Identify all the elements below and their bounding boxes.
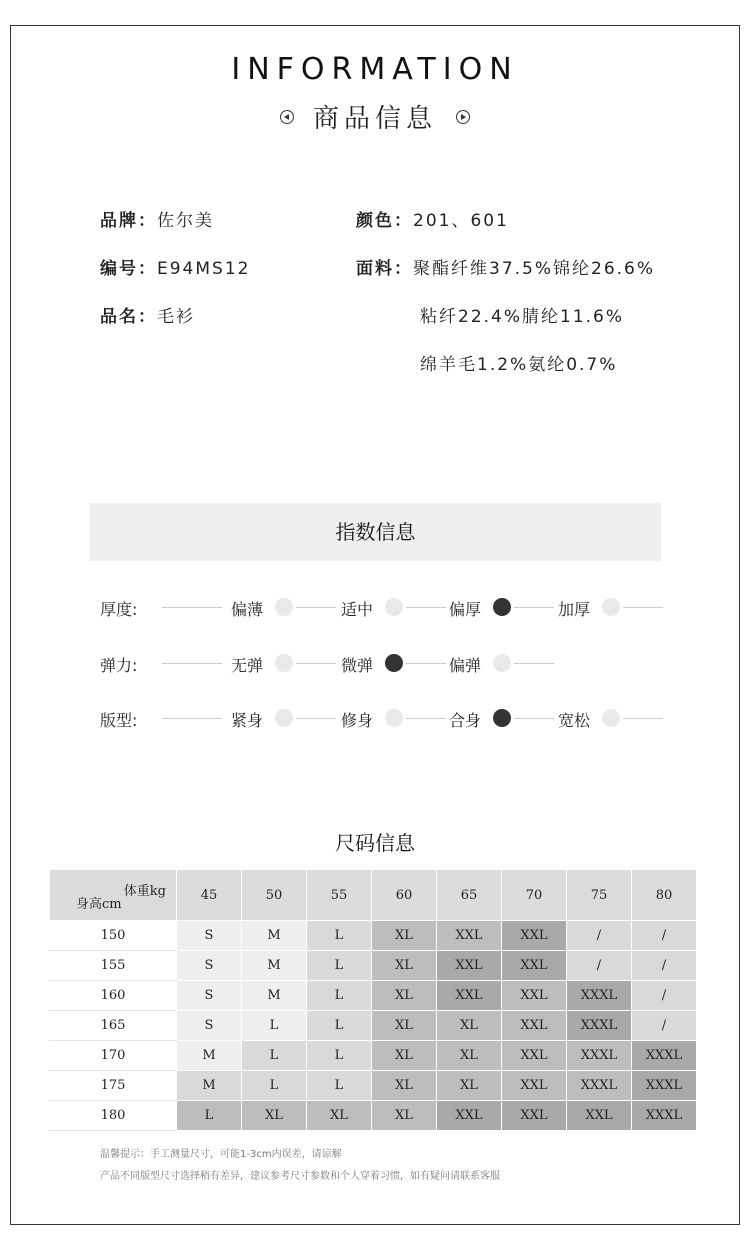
size-title: 尺码信息 xyxy=(335,831,415,855)
scale-line xyxy=(623,607,663,608)
scale-option-label: 适中 xyxy=(341,600,374,619)
size-cell: XL xyxy=(372,1041,437,1071)
scale-row-elasticity xyxy=(0,648,750,678)
scale-option-label: 宽松 xyxy=(558,711,591,730)
scale-line xyxy=(406,607,446,608)
weight-header: 45 xyxy=(177,870,242,921)
info-name-value: 毛衫 xyxy=(157,307,195,327)
size-cell: XL xyxy=(372,1101,437,1131)
size-cell: M xyxy=(242,921,307,951)
scale-line xyxy=(162,663,222,664)
size-cell: XXXL xyxy=(632,1101,697,1131)
size-cell: L xyxy=(307,981,372,1011)
title-chinese-row xyxy=(0,98,750,135)
height-cell: 155 xyxy=(50,951,177,981)
size-header-row xyxy=(50,870,697,921)
weight-header: 65 xyxy=(437,870,502,921)
weight-header: 70 xyxy=(502,870,567,921)
size-cell: XXL xyxy=(502,1011,567,1041)
info-brand-key: 品牌： xyxy=(100,211,157,231)
scale-option-label: 偏厚 xyxy=(449,600,482,619)
size-cell: L xyxy=(242,1011,307,1041)
size-cell: XXL xyxy=(502,1101,567,1131)
size-row xyxy=(50,921,697,951)
scale-line xyxy=(296,607,336,608)
size-cell: / xyxy=(632,921,697,951)
scale-option-label: 紧身 xyxy=(231,711,264,730)
size-note-2: 产品不同版型尺寸选择稍有差异，建议参考尺寸参数和个人穿着习惯，如有疑问请联系客服 xyxy=(100,1171,500,1182)
size-cell: XXXL xyxy=(567,1041,632,1071)
size-cell: / xyxy=(632,981,697,1011)
size-cell: L xyxy=(307,921,372,951)
scale-dot-empty xyxy=(493,654,511,672)
scale-dot-empty xyxy=(602,709,620,727)
scale-row-thickness xyxy=(0,592,750,622)
scale-option-label: 无弹 xyxy=(231,656,264,675)
scale-line xyxy=(296,663,336,664)
info-brand-value: 佐尔美 xyxy=(157,211,214,231)
info-fabric xyxy=(356,254,655,279)
size-note-1: 温馨提示：手工测量尺寸，可能1-3cm内误差，请谅解 xyxy=(100,1149,342,1160)
size-row xyxy=(50,1041,697,1071)
scale-dot-empty xyxy=(385,598,403,616)
scale-line xyxy=(296,718,336,719)
size-cell: L xyxy=(307,1071,372,1101)
height-cell: 160 xyxy=(50,981,177,1011)
info-name-key: 品名： xyxy=(100,307,157,327)
size-cell: XL xyxy=(437,1011,502,1041)
size-cell: L xyxy=(307,1011,372,1041)
scale-row-fit xyxy=(0,703,750,733)
height-cell: 170 xyxy=(50,1041,177,1071)
title-chinese: 商品信息 xyxy=(312,104,437,134)
size-cell: M xyxy=(177,1041,242,1071)
info-code-value: E94MS12 xyxy=(157,259,251,279)
size-cell: XL xyxy=(437,1041,502,1071)
scale-dot-empty xyxy=(602,598,620,616)
scale-label: 弹力: xyxy=(100,656,138,675)
size-cell: S xyxy=(177,921,242,951)
scale-line xyxy=(514,607,554,608)
scale-dot-selected xyxy=(493,598,511,616)
scale-line xyxy=(162,607,222,608)
index-banner: 指数信息 xyxy=(90,503,661,561)
scale-line xyxy=(406,718,446,719)
size-cell: XXL xyxy=(502,1071,567,1101)
height-cell: 175 xyxy=(50,1071,177,1101)
height-axis-label: 身高cm xyxy=(76,897,122,912)
size-row xyxy=(50,1101,697,1131)
scale-dot-selected xyxy=(493,709,511,727)
info-code-key: 编号： xyxy=(100,259,157,279)
height-cell: 150 xyxy=(50,921,177,951)
info-fabric-key: 面料： xyxy=(356,259,413,279)
scale-label: 版型: xyxy=(100,711,138,730)
size-cell: XXXL xyxy=(567,1011,632,1041)
size-cell: / xyxy=(632,1011,697,1041)
size-cell: XXL xyxy=(437,981,502,1011)
size-cell: L xyxy=(242,1041,307,1071)
size-cell: XXL xyxy=(502,1041,567,1071)
size-cell: / xyxy=(567,951,632,981)
size-corner-cell xyxy=(50,870,177,921)
scale-line xyxy=(623,718,663,719)
size-cell: S xyxy=(177,981,242,1011)
weight-header: 50 xyxy=(242,870,307,921)
size-cell: XXL xyxy=(502,921,567,951)
size-cell: L xyxy=(242,1071,307,1101)
size-cell: XXL xyxy=(437,921,502,951)
size-row xyxy=(50,981,697,1011)
size-cell: L xyxy=(307,1041,372,1071)
size-cell: / xyxy=(632,951,697,981)
scale-option-label: 偏弹 xyxy=(449,656,482,675)
size-cell: XXXL xyxy=(632,1041,697,1071)
scale-dot-empty xyxy=(275,709,293,727)
size-cell: XXL xyxy=(502,981,567,1011)
size-cell: XXXL xyxy=(567,1071,632,1101)
size-cell: / xyxy=(567,921,632,951)
info-code xyxy=(100,254,250,279)
size-cell: XXL xyxy=(502,951,567,981)
size-cell: M xyxy=(242,981,307,1011)
size-cell: XXXL xyxy=(632,1071,697,1101)
size-cell: XXL xyxy=(437,1101,502,1131)
size-cell: XL xyxy=(437,1071,502,1101)
height-cell: 165 xyxy=(50,1011,177,1041)
size-cell: L xyxy=(177,1101,242,1131)
scale-label: 厚度: xyxy=(100,600,138,619)
info-color-key: 颜色： xyxy=(356,211,413,231)
scale-dot-empty xyxy=(275,654,293,672)
weight-axis-label: 体重kg xyxy=(123,884,166,899)
info-brand xyxy=(100,206,214,231)
size-cell: XL xyxy=(372,1011,437,1041)
scale-option-label: 微弹 xyxy=(341,656,374,675)
size-cell: S xyxy=(177,951,242,981)
scale-line xyxy=(514,718,554,719)
scale-option-label: 修身 xyxy=(341,711,374,730)
scale-line xyxy=(162,718,222,719)
circle-left-arrow-icon xyxy=(280,110,294,124)
info-name xyxy=(100,302,195,327)
size-row xyxy=(50,1011,697,1041)
info-fabric-line2: 粘纤22.4%腈纶11.6% xyxy=(420,307,625,327)
size-row xyxy=(50,951,697,981)
circle-right-arrow-icon xyxy=(456,110,470,124)
info-color-value: 201、601 xyxy=(413,211,509,231)
size-cell: XL xyxy=(372,981,437,1011)
scale-option-label: 合身 xyxy=(449,711,482,730)
size-cell: XL xyxy=(372,1071,437,1101)
scale-option-label: 偏薄 xyxy=(231,600,264,619)
scale-line xyxy=(514,663,554,664)
size-cell: XL xyxy=(372,921,437,951)
size-table xyxy=(49,869,697,1131)
info-fabric-line3: 绵羊毛1.2%氨纶0.7% xyxy=(420,355,618,375)
size-cell: M xyxy=(177,1071,242,1101)
scale-line xyxy=(406,663,446,664)
size-cell: XL xyxy=(242,1101,307,1131)
size-cell: M xyxy=(242,951,307,981)
size-cell: XL xyxy=(372,951,437,981)
weight-header: 55 xyxy=(307,870,372,921)
weight-header: 75 xyxy=(567,870,632,921)
weight-header: 80 xyxy=(632,870,697,921)
scale-dot-empty xyxy=(385,709,403,727)
size-cell: XL xyxy=(307,1101,372,1131)
scale-dot-empty xyxy=(275,598,293,616)
height-cell: 180 xyxy=(50,1101,177,1131)
size-row xyxy=(50,1071,697,1101)
info-fabric-line1: 聚酯纤维37.5%锦纶26.6% xyxy=(413,259,656,279)
info-color xyxy=(356,206,509,231)
size-cell: XXL xyxy=(437,951,502,981)
size-cell: S xyxy=(177,1011,242,1041)
size-cell: XXL xyxy=(567,1101,632,1131)
scale-dot-selected xyxy=(385,654,403,672)
weight-header: 60 xyxy=(372,870,437,921)
size-cell: XXXL xyxy=(567,981,632,1011)
title-english: INFORMATION xyxy=(231,52,519,87)
scale-option-label: 加厚 xyxy=(558,600,591,619)
size-cell: L xyxy=(307,951,372,981)
